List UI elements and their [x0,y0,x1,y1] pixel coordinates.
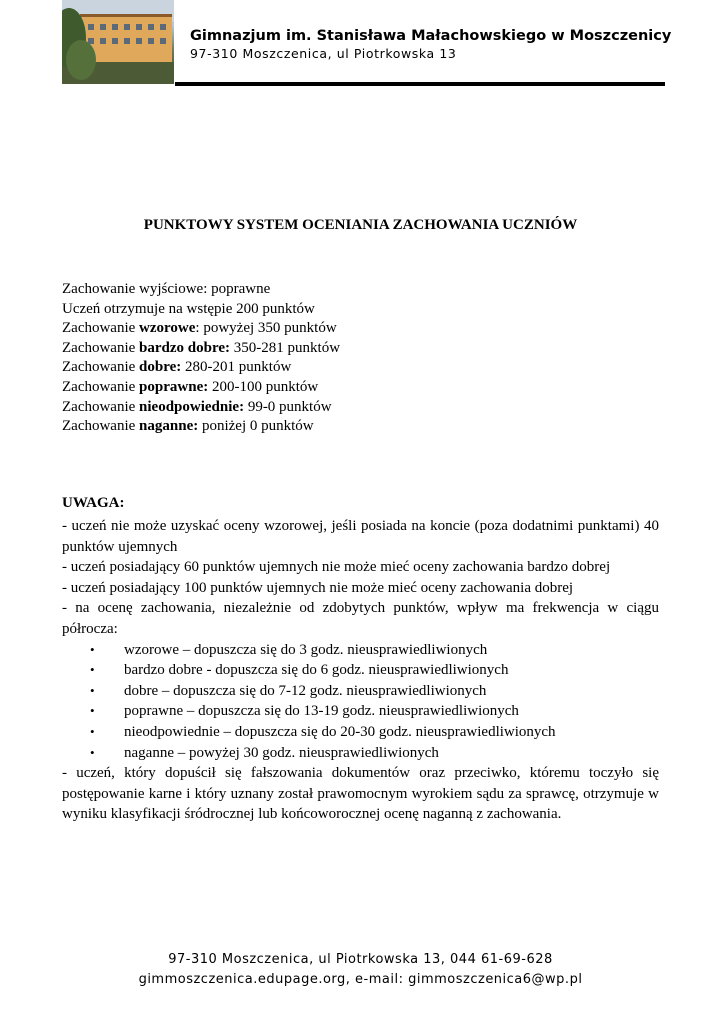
grade-rule: Zachowanie dobre: 280-201 punktów [62,359,292,376]
rule-line: Zachowanie wyjściowe: poprawne [62,281,271,297]
grade-rule: Zachowanie wzorowe: powyżej 350 punktów [62,320,337,337]
footer-contact: gimmoszczenica.edupage.org, e-mail: gimmoszczenica6@wp.pl [138,972,583,987]
note-paragraph: - uczeń, który dopuścił się fałszowania dokumentów oraz przeciwko, któremu toczyło się postępowanie karne i który uznany został prawomocnym wyrokiem sądu za sprawcę, otrzymuje w wyniku klasyfikacji śródrocznej lub końcoworocznej ocenę naganną z zachowania. [62,765,659,823]
note-paragraph: - uczeń posiadający 60 punktów ujemnych nie może mieć oceny zachowania bardzo dobrej [62,559,611,576]
note-paragraph: - uczeń posiadający 100 punktów ujemnych nie może mieć oceny zachowania dobrej [62,579,574,596]
rule-line: Uczeń otrzymuje na wstępie 200 punktów [62,300,315,317]
list-item: • nieodpowiednie – dopuszcza się do 20-30 godz. nieusprawiedliwionych [62,722,659,743]
footer-address: 97-310 Moszczenica, ul Piotrkowska 13, 044 61-69-628 [168,952,553,967]
school-building-photo [62,0,174,84]
bullet-icon: • [90,641,95,657]
list-item: • naganne – powyżej 30 godz. nieusprawiedliwionych [62,743,659,764]
school-name: Gimnazjum im. Stanisława Małachowskiego w Moszczenicy [190,28,672,44]
document-title: PUNKTOWY SYSTEM OCENIANIA ZACHOWANIA UCZNIÓW [143,217,578,233]
bullet-icon: • [90,662,95,678]
grading-rules [62,280,662,437]
attendance-list [62,640,659,764]
note-paragraph: - na ocenę zachowania, niezależnie od zdobytych punktów, wpływ ma frekwencja w ciągu półrocza: [62,600,659,637]
notes-body [62,516,659,825]
header-divider [175,82,665,86]
grade-rule: Zachowanie naganne: poniżej 0 punktów [62,418,314,435]
bullet-icon: • [90,682,95,698]
bullet-icon: • [90,744,95,760]
note-paragraph: - uczeń nie może uzyskać oceny wzorowej, jeśli posiada na koncie (poza dodatnimi punktami) 40 punktów ujemnych [62,518,659,555]
list-item: • wzorowe – dopuszcza się do 3 godz. nieusprawiedliwionych [62,640,659,661]
grade-rule: Zachowanie poprawne: 200-100 punktów [62,378,319,395]
list-item: • bardzo dobre - dopuszcza się do 6 godz. nieusprawiedliwionych [62,660,659,681]
list-item: • poprawne – dopuszcza się do 13-19 godz. nieusprawiedliwionych [62,701,659,722]
list-item: • dobre – dopuszcza się do 7-12 godz. nieusprawiedliwionych [62,681,659,702]
grade-rule: Zachowanie bardzo dobre: 350-281 punktów [62,339,341,356]
school-address: 97-310 Moszczenica, ul Piotrkowska 13 [190,46,457,61]
bullet-icon: • [90,723,95,739]
bullet-icon: • [90,703,95,719]
grade-rule: Zachowanie nieodpowiednie: 99-0 punktów [62,398,332,415]
notes-heading: UWAGA: [62,495,125,511]
